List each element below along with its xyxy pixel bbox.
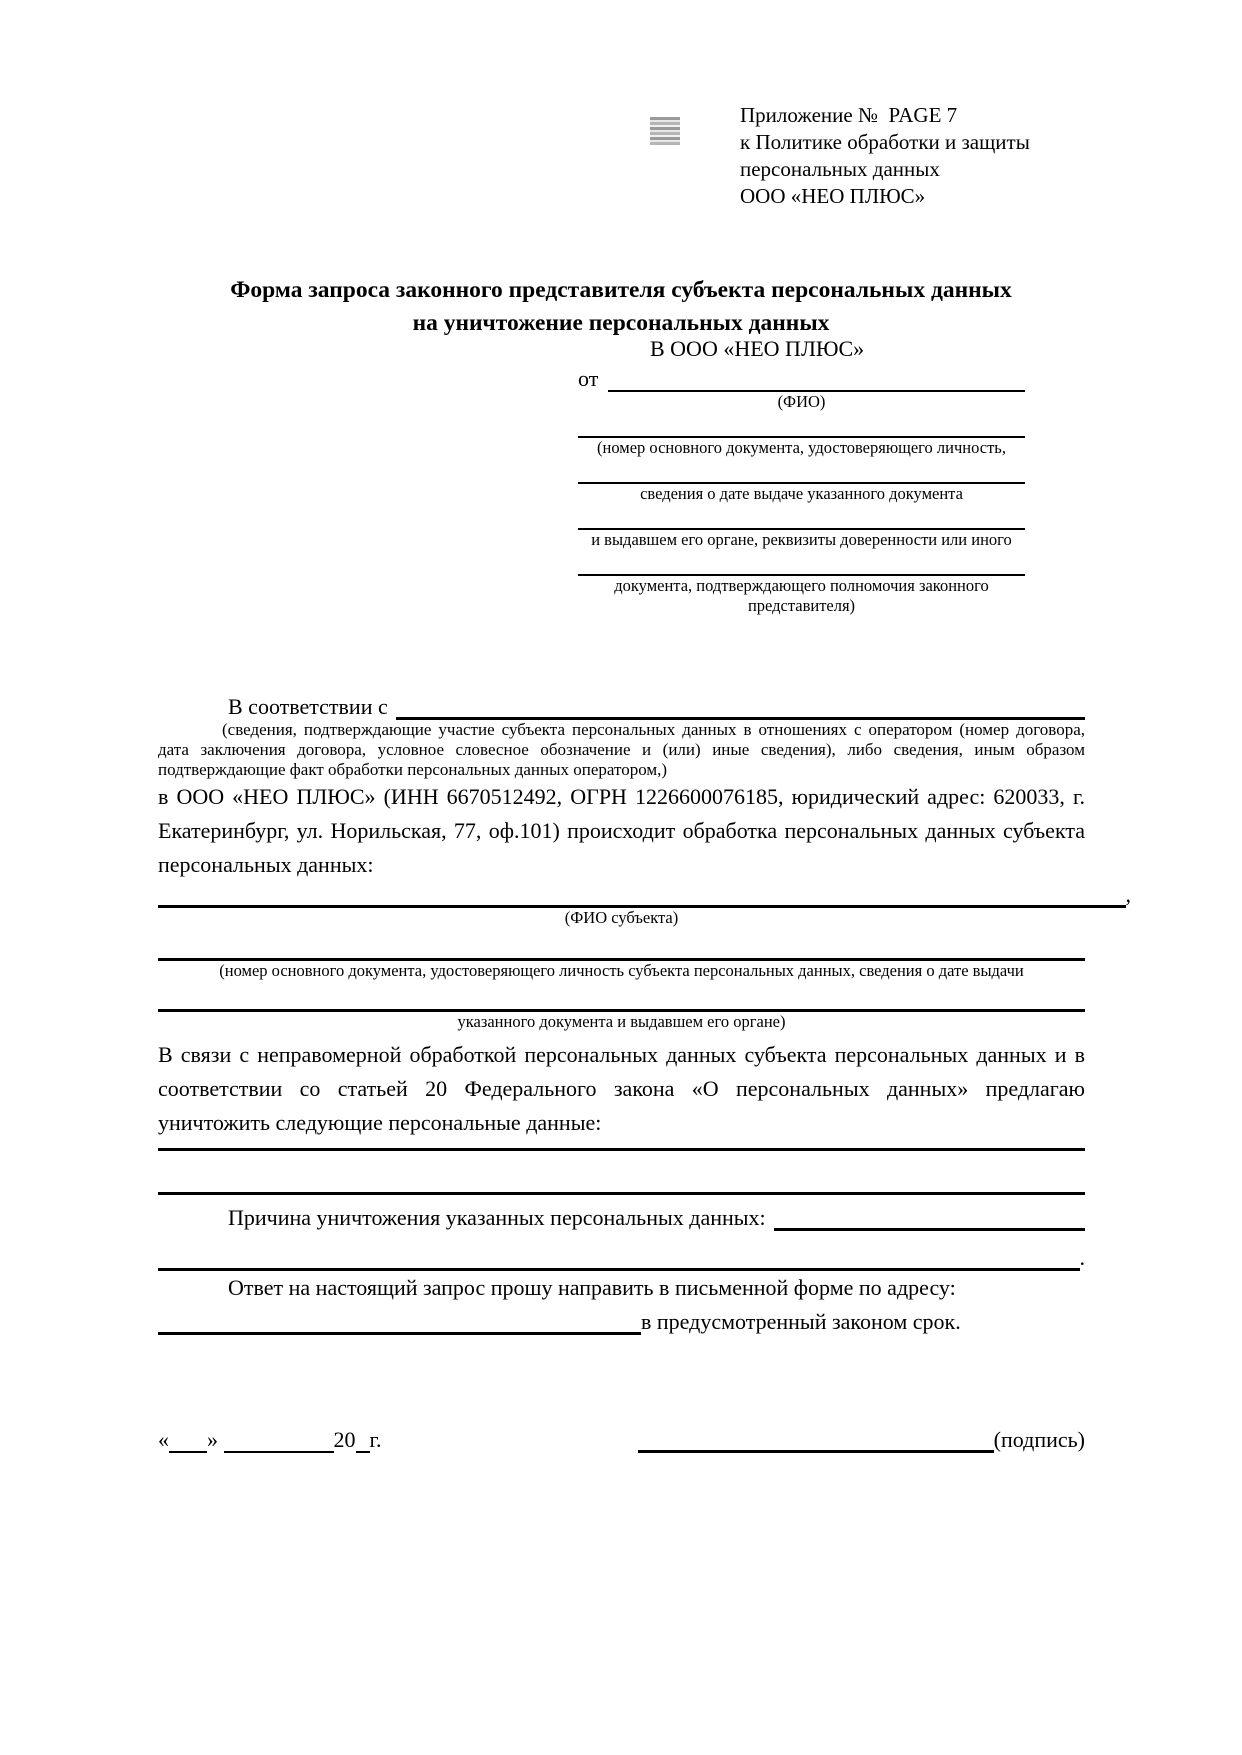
unlawful-processing-paragraph: В связи с неправомерной обработкой персональных данных субъекта персональных данных и в соответствии со статьей 20 Федерального закона «О персональных данных» предлагаю уничтожить следующие персональные данные: bbox=[158, 1042, 1085, 1135]
date-day-fill-line bbox=[169, 1431, 207, 1453]
destruction-reason-label: Причина уничтожения указанных персональных данных: bbox=[228, 1205, 766, 1230]
date-year-prefix: 20 bbox=[333, 1427, 356, 1452]
accordance-footnote: (сведения, подтверждающие участие субъекта персональных данных в отношениях с оператором (номер договора, дата заключения договора, условное словесное обозначение и (или) иные сведения), либо сведения, иным образом подтверждающие факт обработки персональных данных оператором,) bbox=[158, 720, 1085, 779]
from-label: от bbox=[578, 366, 599, 391]
accordance-label: В соответствии с bbox=[228, 694, 388, 719]
comma-suffix: , bbox=[1125, 882, 1131, 907]
policy-reference-line2: персональных данных bbox=[740, 157, 940, 181]
date-month-fill-line bbox=[224, 1431, 334, 1453]
addressee-block bbox=[578, 336, 1025, 615]
addressee-organization: В ООО «НЕО ПЛЮС» bbox=[650, 336, 865, 361]
signature-caption: (подпись) bbox=[993, 1427, 1085, 1452]
data-to-destroy-fill-line1 bbox=[158, 1148, 1085, 1151]
subject-fio-row bbox=[158, 882, 1131, 908]
fio-caption: (ФИО) bbox=[777, 392, 826, 411]
from-field-row bbox=[578, 364, 1025, 392]
field-code-lines-icon bbox=[650, 117, 680, 145]
issuing-authority-fill-line bbox=[578, 504, 1025, 530]
date-year-suffix: г. bbox=[369, 1427, 382, 1452]
document-number-fill-line bbox=[578, 412, 1025, 438]
document-body bbox=[158, 336, 1131, 1453]
document-title-line2: на уничтожение персональных данных bbox=[412, 310, 830, 336]
subject-document-caption1: (номер основного документа, удостоверяющего личность субъекта персональных данных, сведения о дате выдачи bbox=[219, 961, 1024, 980]
answer-address-row bbox=[158, 1305, 1085, 1335]
signature-fill-line bbox=[638, 1450, 994, 1453]
answer-address-fill-line bbox=[158, 1332, 641, 1335]
answer-request-line: Ответ на настоящий запрос прошу направить в письменной форме по адресу: bbox=[228, 1275, 956, 1300]
issuing-authority-caption: и выдавшем его органе, реквизиты доверенности или иного bbox=[591, 530, 1012, 549]
destruction-reason-row bbox=[158, 1201, 1085, 1231]
date-year-fill-line bbox=[356, 1431, 370, 1453]
signature-footer bbox=[158, 1421, 1085, 1453]
subject-document-caption2: указанного документа и выдавшем его органе) bbox=[457, 1012, 786, 1031]
date-quote-close: » bbox=[207, 1427, 218, 1452]
signature-field bbox=[638, 1427, 1085, 1453]
issue-date-fill-line bbox=[578, 458, 1025, 484]
reason-continuation-fill-line bbox=[158, 1268, 1080, 1271]
document-title-line1: Форма запроса законного представителя субъекта персональных данных bbox=[230, 277, 1012, 303]
attachment-header bbox=[740, 102, 1030, 210]
issue-date-caption: сведения о дате выдаче указанного документа bbox=[640, 484, 963, 503]
date-field bbox=[158, 1427, 382, 1453]
attachment-number: Приложение № PAGE 7 bbox=[740, 103, 958, 127]
period-suffix: . bbox=[1079, 1245, 1085, 1270]
subject-fio-caption: (ФИО субъекта) bbox=[564, 908, 679, 927]
representative-authority-fill-line bbox=[578, 550, 1025, 576]
destruction-reason-fill-line bbox=[774, 1228, 1085, 1231]
reason-continuation-row bbox=[158, 1245, 1085, 1271]
answer-term-text: в предусмотренный законом срок. bbox=[641, 1309, 961, 1334]
accordance-row bbox=[158, 690, 1085, 720]
policy-reference-line1: к Политике обработки и защиты bbox=[740, 130, 1030, 154]
data-to-destroy-fill-line2 bbox=[158, 1192, 1085, 1195]
date-quote-open: « bbox=[158, 1427, 169, 1452]
operator-paragraph: в ООО «НЕО ПЛЮС» (ИНН 6670512492, ОГРН 1226600076185, юридический адрес: 620033, г. Екатеринбург, ул. Норильская, 77, оф.101) происходит обработка персональных данных субъекта персональных данных: bbox=[158, 784, 1085, 877]
document-title bbox=[120, 274, 1122, 340]
organization-name: ООО «НЕО ПЛЮС» bbox=[740, 184, 926, 208]
document-number-caption: (номер основного документа, удостоверяющего личность, bbox=[597, 438, 1006, 457]
representative-authority-caption: документа, подтверждающего полномочия законного представителя) bbox=[614, 576, 989, 615]
